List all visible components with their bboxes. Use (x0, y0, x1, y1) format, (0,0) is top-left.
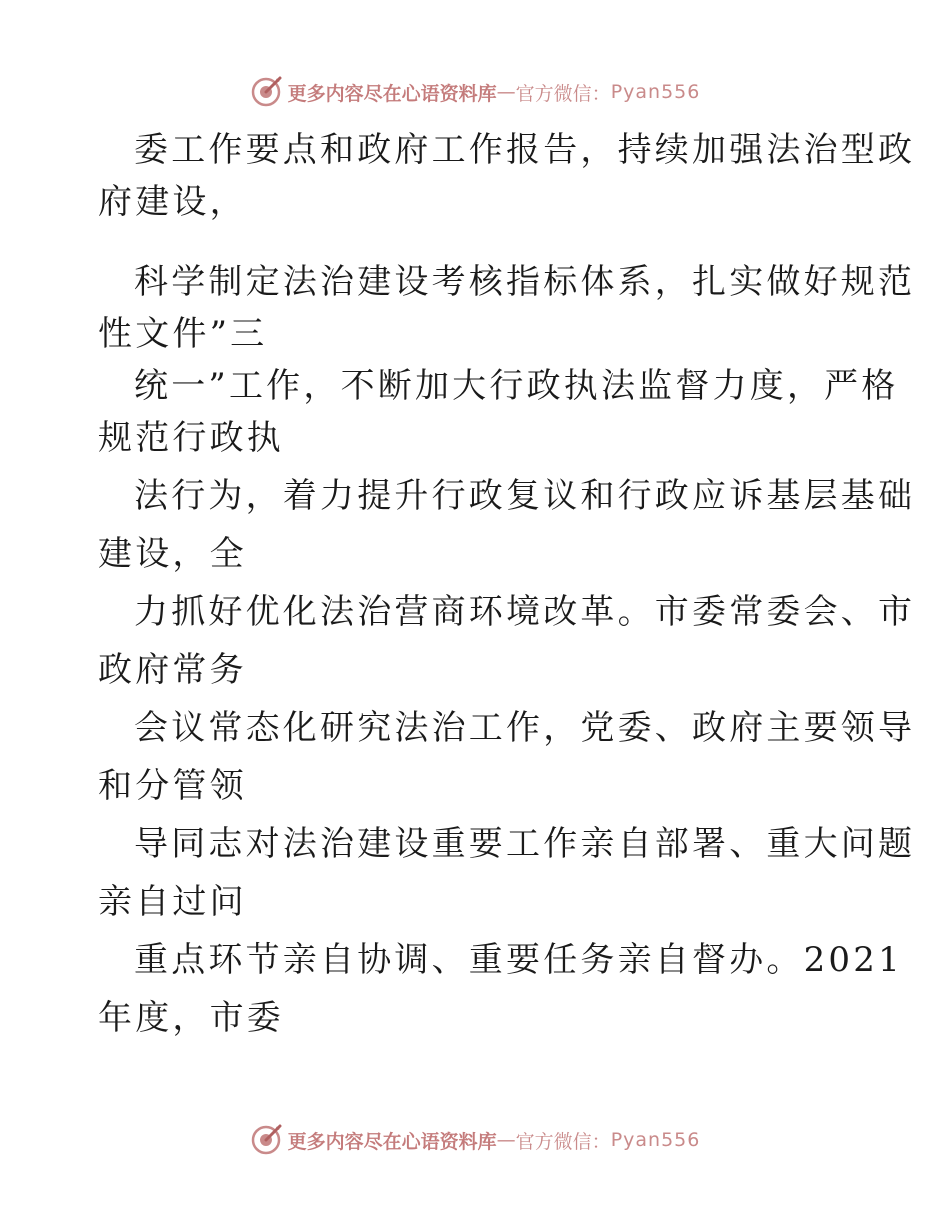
text-line: 和分管领 (98, 766, 247, 806)
text-line: 导同志对法治建设重要工作亲自部署、重大问题 (134, 824, 916, 864)
watermark-dash: — (496, 1129, 516, 1151)
watermark-wechat-label: 官方微信： (515, 82, 611, 105)
pen-seal-icon (250, 1124, 282, 1156)
text-line: 府建设， (98, 182, 247, 222)
watermark-wechat-id: Pyan556 (610, 1129, 701, 1151)
pen-seal-icon (250, 76, 282, 108)
text-line: 重点环节亲自协调、重要任务亲自督办。2021 (134, 940, 903, 980)
text-line: 会议常态化研究法治工作，党委、政府主要领导 (134, 708, 916, 748)
watermark-dash: — (496, 81, 516, 103)
text-line: 科学制定法治建设考核指标体系，扎实做好规范 (134, 262, 916, 302)
text-line: 规范行政执 (98, 418, 284, 458)
watermark-wechat-id: Pyan556 (610, 81, 701, 103)
text-line: 亲自过问 (98, 882, 247, 922)
watermark-footer (0, 1120, 950, 1160)
text-line: 统一”工作，不断加大行政执法监督力度，严格 (134, 366, 899, 406)
watermark-header (0, 72, 950, 112)
text-line: 委工作要点和政府工作报告，持续加强法治型政 (134, 130, 916, 170)
text-line: 性文件”三 (98, 314, 268, 354)
text-line: 法行为，着力提升行政复议和行政应诉基层基础 (134, 476, 916, 516)
text-line: 政府常务 (98, 650, 247, 690)
watermark-brand: 更多内容尽在心语资料库 (287, 1130, 497, 1153)
text-line: 建设，全 (98, 534, 247, 574)
text-line: 力抓好优化法治营商环境改革。市委常委会、市 (134, 592, 916, 632)
text-line: 年度，市委 (98, 998, 284, 1038)
watermark-wechat-label: 官方微信： (515, 1130, 611, 1153)
watermark-brand: 更多内容尽在心语资料库 (287, 82, 497, 105)
